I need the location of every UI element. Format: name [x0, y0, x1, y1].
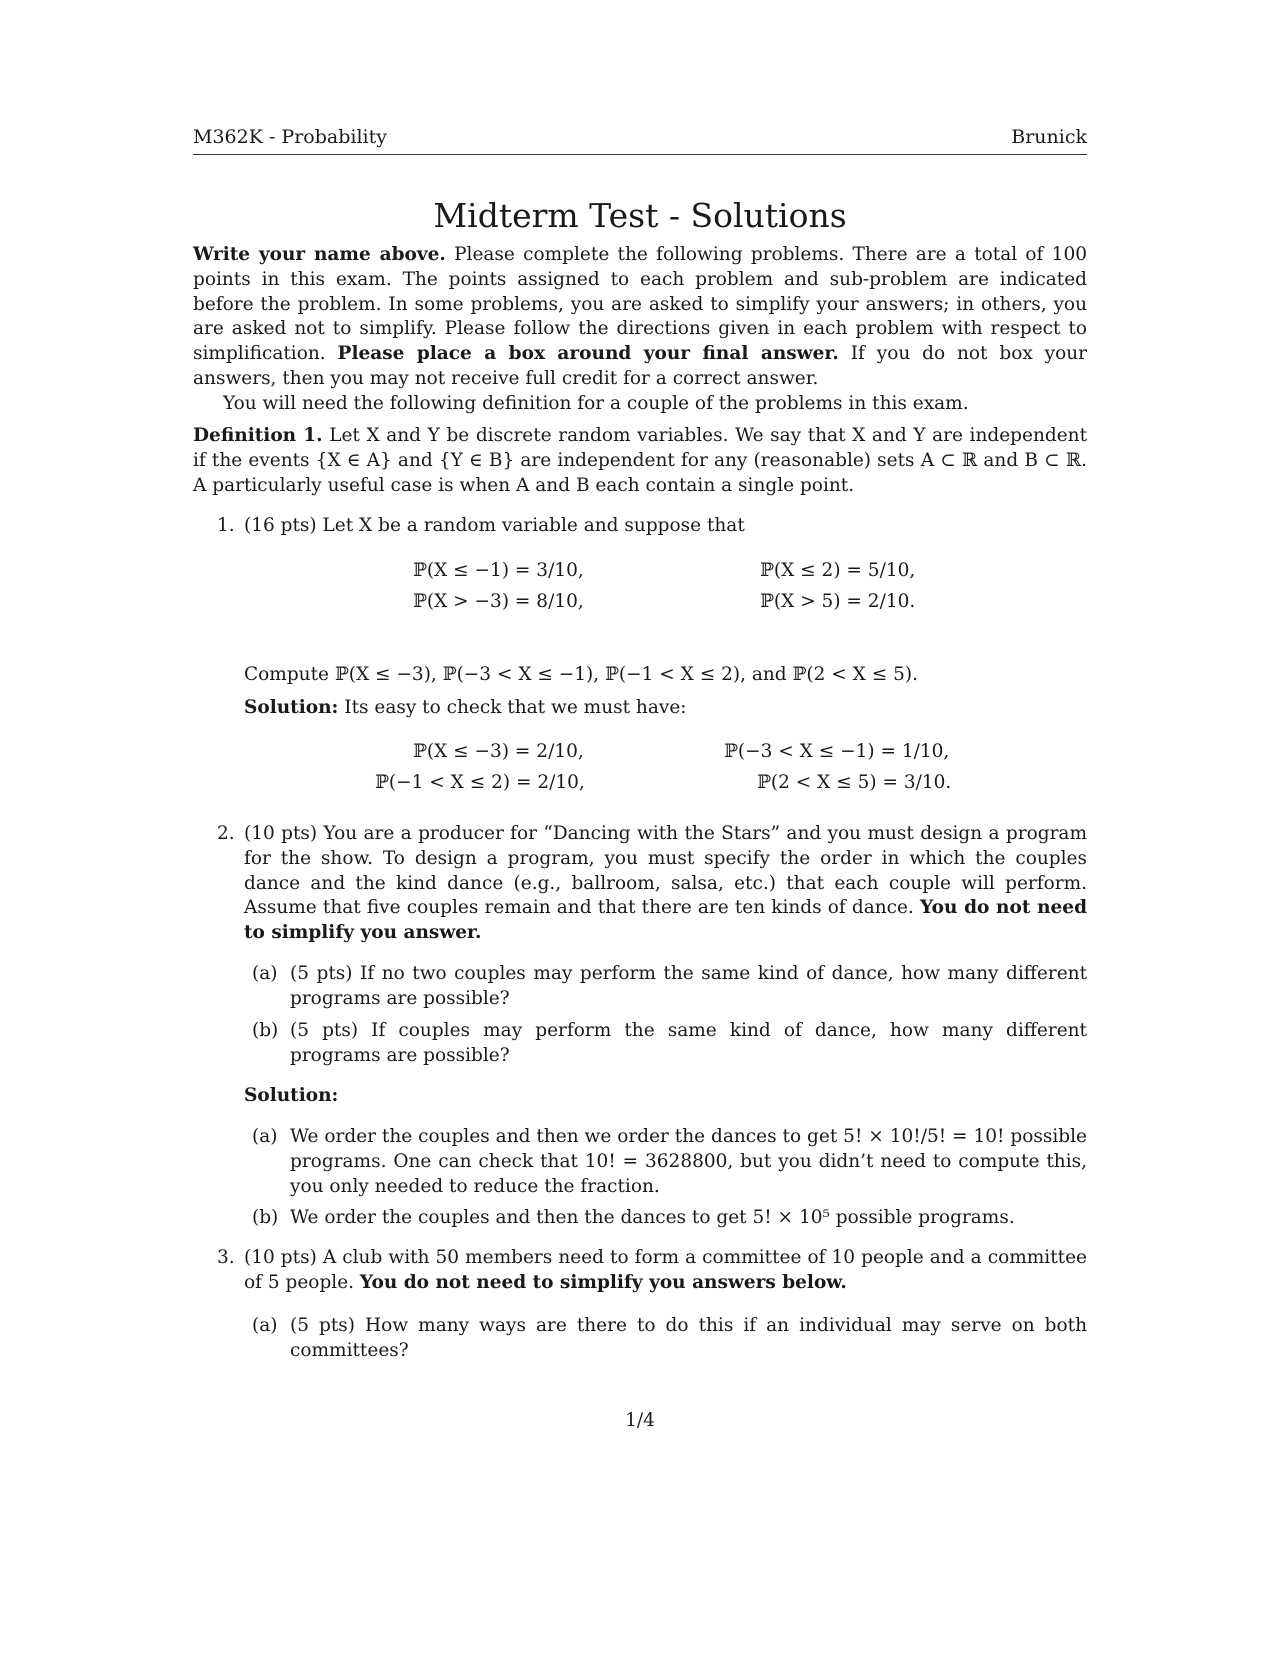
solution-2-part-b: [252, 1206, 1087, 1231]
problem-3-bold: You do not need to simplify you answers below.: [359, 1271, 847, 1293]
intro-text-2: If you do not box your answers, then you may not receive full credit for a correct answer.: [193, 343, 1087, 389]
part-b-text: (5 pts) If couples may perform the same kind of dance, how many different programs are possible?: [290, 1020, 1087, 1066]
problem-2-part-b: [252, 1019, 1087, 1069]
problem-2-bold: You do not need to simplify you answer.: [244, 897, 1088, 944]
sol-b-label: (b): [252, 1207, 279, 1228]
given-3: ℙ(X > −3) = 8/10,: [413, 591, 584, 612]
problem-2-solution-label: [244, 1084, 1087, 1109]
intro-paragraph: [193, 243, 1087, 392]
p3-part-a-label: (a): [252, 1315, 278, 1336]
given-2: ℙ(X ≤ 2) = 5/10,: [760, 560, 916, 581]
intro-bold-box: Please place a box around your final answer.: [337, 343, 839, 365]
part-a-text: (5 pts) If no two couples may perform the same kind of dance, how many different programs are possible?: [290, 963, 1087, 1009]
page-number: 1/4: [625, 1410, 655, 1431]
solution-2-label: Solution:: [244, 1085, 339, 1106]
sol-b-text: We order the couples and then the dances to get 5! × 10⁵ possible programs.: [290, 1207, 1015, 1228]
problem-2-number: 2.: [217, 823, 235, 844]
p3-part-a-text: (5 pts) How many ways are there to do this if an individual may serve on both committees?: [290, 1315, 1087, 1361]
solution-1-label: Solution:: [244, 697, 339, 718]
solution-1-text: Its easy to check that we must have:: [338, 697, 687, 718]
problem-1-number: 1.: [217, 515, 235, 536]
problem-1-compute: Compute ℙ(X ≤ −3), ℙ(−3 < X ≤ −1), ℙ(−1 < X ≤ 2), and ℙ(2 < X ≤ 5).: [244, 664, 918, 685]
solution-2-part-a: [252, 1125, 1087, 1199]
course-header: M362K - Probability: [193, 126, 387, 148]
answer-1: ℙ(X ≤ −3) = 2/10,: [413, 741, 584, 762]
part-b-label: (b): [252, 1020, 279, 1041]
problem-3-text: (10 pts) A club with 50 members need to form a committee of 10 people and a committee of 5 people.: [244, 1247, 1087, 1293]
given-4: ℙ(X > 5) = 2/10.: [760, 591, 916, 612]
given-1: ℙ(X ≤ −1) = 3/10,: [413, 560, 584, 581]
intro-bold-name: Write your name above.: [193, 244, 446, 265]
instructor-header: Brunick: [1011, 126, 1087, 148]
part-a-label: (a): [252, 963, 278, 984]
answer-2: ℙ(−3 < X ≤ −1) = 1/10,: [724, 741, 950, 762]
sol-a-label: (a): [252, 1126, 278, 1147]
problem-2-part-a: [252, 962, 1087, 1012]
problem-2-statement: [244, 822, 1087, 946]
problem-3-statement: [244, 1246, 1087, 1296]
answer-4: ℙ(2 < X ≤ 5) = 3/10.: [757, 772, 952, 793]
definition-label: Definition 1.: [193, 425, 323, 446]
intro-text-1: Please complete the following problems. There are a total of 100 points in this exam. The points assigned to each problem and sub-problem are indicated before the problem. In some problems, you are asked to simplify your answers; in others, you are asked not to simplify. Please follow the directions given in each problem with respect to simplification.: [193, 244, 1087, 365]
problem-2-text: (10 pts) You are a producer for “Dancing with the Stars” and you must design a program for the show. To design a program, you must specify the order in which the couples dance and the kind dance (e.g., ballroom, salsa, etc.) that each couple will perform. Assume that five couples remain and that there are ten kinds of dance.: [244, 823, 1087, 919]
problem-3-part-a: [252, 1314, 1087, 1364]
problem-3-number: 3.: [217, 1247, 235, 1268]
header-rule: [193, 154, 1087, 155]
answer-3: ℙ(−1 < X ≤ 2) = 2/10,: [375, 772, 585, 793]
problem-1-statement: (16 pts) Let X be a random variable and suppose that: [244, 515, 745, 536]
page-title: Midterm Test - Solutions: [433, 196, 847, 235]
problem-1-solution: [244, 696, 1087, 721]
intro-paragraph-2: You will need the following definition for a couple of the problems in this exam.: [223, 393, 969, 414]
sol-a-text: We order the couples and then we order the dances to get 5! × 10!/5! = 10! possible programs. One can check that 10! = 3628800, but you didn’t need to compute this, you only needed to reduce the fraction.: [290, 1126, 1087, 1197]
definition-text: Let X and Y be discrete random variables. We say that X and Y are independent if the events {X ∈ A} and {Y ∈ B} are independent for any (reasonable) sets A ⊂ ℝ and B ⊂ ℝ. A particularly useful case is when A and B each contain a single point.: [193, 425, 1088, 496]
definition-block: [193, 424, 1087, 498]
